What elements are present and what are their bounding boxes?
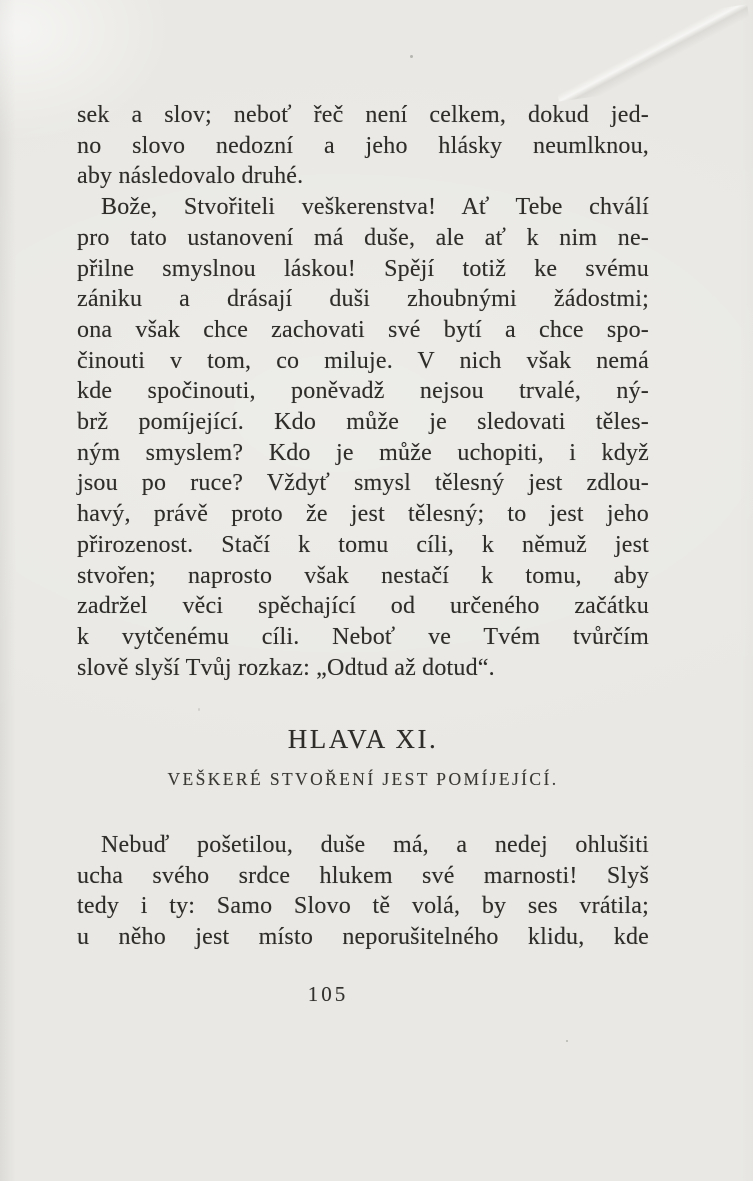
chapter-heading: HLAVA XI.	[287, 724, 439, 754]
text-line: aby následovalo druhé.	[77, 163, 304, 190]
text-line: k vytčenému cíli. Neboť ve Tvém tvůrčím	[77, 623, 649, 650]
text-line: zadržel věci spěchající od určeného začátku	[77, 593, 649, 620]
text-line: jsou po ruce? Vždyť smysl tělesný jest zdlou-	[77, 470, 649, 497]
paper-crease	[549, 4, 753, 101]
text-line: ona však chce zachovati své bytí a chce spo-	[77, 316, 649, 343]
text-line: brž pomíjející. Kdo může je sledovati těles-	[77, 409, 649, 436]
text-line: pro tato ustanovení má duše, ale ať k nim ne-	[77, 224, 649, 251]
text-line: stvořen; naprosto však nestačí k tomu, aby	[77, 562, 649, 589]
text-line: Nebuď pošetilou, duše má, a nedej ohlušiti	[101, 832, 649, 858]
body-text-lower	[77, 830, 649, 953]
text-line: zániku a drásají duši zhoubnými žádostmi;	[77, 286, 649, 313]
text-line: sek a slov; neboť řeč není celkem, dokud jed-	[77, 102, 649, 128]
page-number: 105	[307, 982, 349, 1006]
text-line: ným smyslem? Kdo je může uchopiti, i když	[77, 439, 649, 466]
text-line: no slovo nedozní a jeho hlásky neumlknou,	[77, 132, 649, 159]
paper-speck	[198, 708, 200, 711]
text-line: u něho jest místo neporušitelného klidu, kde	[77, 924, 649, 951]
text-line: Bože, Stvořiteli veškerenstva! Ať Tebe chválí	[101, 194, 649, 221]
body-text-upper	[77, 100, 649, 683]
text-line: slově slyší Tvůj rozkaz: „Odtud až dotud“.	[77, 654, 495, 681]
paper-speck	[566, 1040, 568, 1042]
chapter-subheading: VEŠKERÉ STVOŘENÍ JEST POMÍJEJÍCÍ.	[167, 769, 559, 789]
text-line: kde spočinouti, poněvadž nejsou trvalé, ný-	[77, 378, 649, 405]
text-line: činouti v tom, co miluje. V nich však nemá	[77, 347, 649, 374]
text-line: tedy i ty: Samo Slovo tě volá, by ses vrátila;	[77, 893, 649, 920]
text-line: přirozenost. Stačí k tomu cíli, k němuž jest	[77, 531, 649, 558]
paper-speck	[410, 55, 413, 58]
text-line: ucha svého srdce hlukem své marnosti! Slyš	[77, 862, 649, 889]
text-line: havý, právě proto že jest tělesný; to jest jeho	[77, 501, 649, 528]
text-line: přilne smyslnou láskou! Spějí totiž ke svému	[77, 255, 649, 282]
